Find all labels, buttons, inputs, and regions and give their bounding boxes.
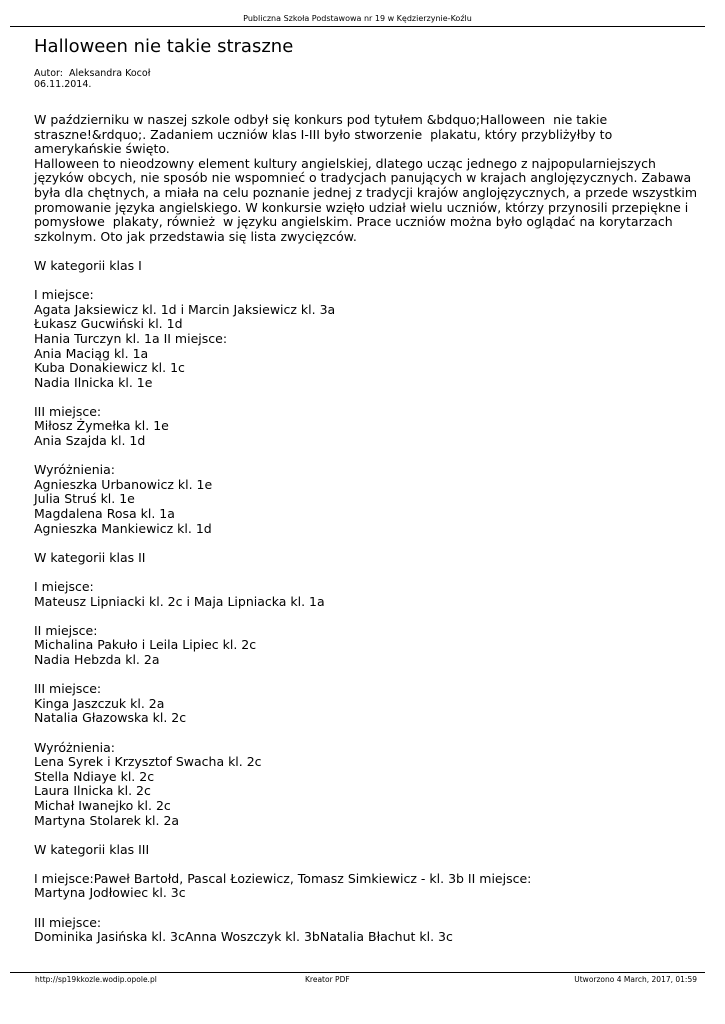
body-line: Agnieszka Mankiewicz kl. 1d	[34, 520, 212, 536]
article-body	[34, 113, 704, 945]
blank-line	[34, 565, 704, 580]
blank-line	[34, 857, 704, 872]
body-line: amerykańskie święto.	[34, 141, 170, 157]
body-line: W kategorii klas III	[34, 841, 150, 857]
body-line: Nadia Hebzda kl. 2a	[34, 651, 160, 667]
body-line: Halloween to nieodzowny element kultury angielskiej, dlatego ucząc jednego z najpopularniejszych	[34, 155, 656, 171]
body-line: Michalina Pakuło i Leila Lipiec kl. 2c	[34, 637, 257, 653]
body-line: III miejsce:	[34, 681, 102, 697]
body-line: Kuba Donakiewicz kl. 1c	[34, 360, 185, 376]
blank-line	[34, 449, 704, 464]
blank-line	[34, 726, 704, 741]
blank-line	[34, 668, 704, 683]
body-line: Dominika Jasińska kl. 3cAnna Woszczyk kl. 3bNatalia Błachut kl. 3c	[34, 929, 453, 945]
body-line: I miejsce:	[34, 579, 94, 594]
body-line: Kinga Jaszczuk kl. 2a	[34, 695, 165, 711]
body-line: Agata Jaksiewicz kl. 1d i Marcin Jaksiewicz kl. 3a	[34, 301, 336, 317]
article-meta	[34, 68, 150, 90]
body-line: W kategorii klas II	[34, 549, 146, 565]
body-line: była dla chętnych, a miała na celu poznanie jednej z tradycji krajów anglojęzycznych, a przede wszystkim	[34, 184, 698, 200]
body-line: Michał Iwanejko kl. 2c	[34, 797, 171, 813]
body-line: III miejsce:	[34, 403, 102, 419]
blank-line	[34, 901, 704, 916]
body-line: I miejsce:Paweł Bartołd, Pascal Łoziewicz, Tomasz Simkiewicz - kl. 3b II miejsce:	[34, 870, 532, 886]
footer-creator: Kreator PDF	[305, 975, 350, 984]
body-line: W październiku w naszej szkole odbył się konkurs pod tytułem &bdquo;Halloween nie takie	[34, 112, 608, 127]
blank-line	[34, 536, 704, 551]
body-line: szkolnym. Oto jak przedstawia się lista zwycięzców.	[34, 228, 357, 244]
body-line: Nadia Ilnicka kl. 1e	[34, 374, 153, 390]
body-line: I miejsce:	[34, 287, 94, 303]
body-line: Laura Ilnicka kl. 2c	[34, 783, 151, 799]
blank-line	[34, 244, 704, 259]
page-footer	[10, 972, 705, 985]
body-line: Natalia Głazowska kl. 2c	[34, 710, 187, 726]
footer-created-date: Utworzono 4 March, 2017, 01:59	[574, 975, 697, 984]
article-date: 06.11.2014.	[34, 79, 92, 90]
footer-url: http://sp19kkozle.wodip.opole.pl	[35, 975, 157, 984]
blank-line	[34, 390, 704, 405]
body-line: Ania Maciąg kl. 1a	[34, 345, 149, 361]
body-line: Ania Szajda kl. 1d	[34, 433, 146, 449]
body-line: Martyna Stolarek kl. 2a	[34, 812, 180, 828]
article-title: Halloween nie takie straszne	[34, 36, 294, 57]
body-line: Stella Ndiaye kl. 2c	[34, 768, 155, 784]
body-line: III miejsce:	[34, 914, 102, 930]
blank-line	[34, 274, 704, 289]
school-name: Publiczna Szkoła Podstawowa nr 19 w Kędzierzynie-Koźlu	[243, 14, 472, 23]
page-header	[10, 14, 705, 27]
body-line: pomysłowe plakaty, również w języku angielskim. Prace uczniów można było oglądać na korytarzach	[34, 214, 673, 230]
body-line: Agnieszka Urbanowicz kl. 1e	[34, 476, 213, 492]
blank-line	[34, 828, 704, 843]
body-line: Lena Syrek i Krzysztof Swacha kl. 2c	[34, 754, 262, 770]
body-line: Wyróżnienia:	[34, 739, 115, 755]
article-author: Autor: Aleksandra Kocoł	[34, 68, 151, 79]
body-line: Magdalena Rosa kl. 1a	[34, 506, 175, 522]
body-line: Hania Turczyn kl. 1a II miejsce:	[34, 330, 228, 346]
body-line: języków obcych, nie sposób nie wspomnieć o tradycjach panujących w krajach anglojęzycznych. Zabawa	[34, 170, 692, 186]
body-line: Martyna Jodłowiec kl. 3c	[34, 885, 186, 901]
body-line: W kategorii klas I	[34, 257, 142, 273]
body-line: Julia Struś kl. 1e	[34, 491, 135, 507]
body-line: Mateusz Lipniacki kl. 2c i Maja Lipniacka kl. 1a	[34, 593, 325, 609]
body-line: straszne!&rdquo;. Zadaniem uczniów klas I-III było stworzenie plakatu, który przybliżyłby to	[34, 126, 613, 142]
body-line: promowanie języka angielskiego. W konkursie wzięło udział wielu uczniów, którzy przynosili przepiękne i	[34, 199, 689, 215]
body-line: Łukasz Gucwiński kl. 1d	[34, 316, 183, 332]
body-line: Wyróżnienia:	[34, 462, 115, 478]
blank-line	[34, 609, 704, 624]
body-line: Miłosz Żymełka kl. 1e	[34, 418, 169, 434]
body-line: II miejsce:	[34, 622, 98, 638]
